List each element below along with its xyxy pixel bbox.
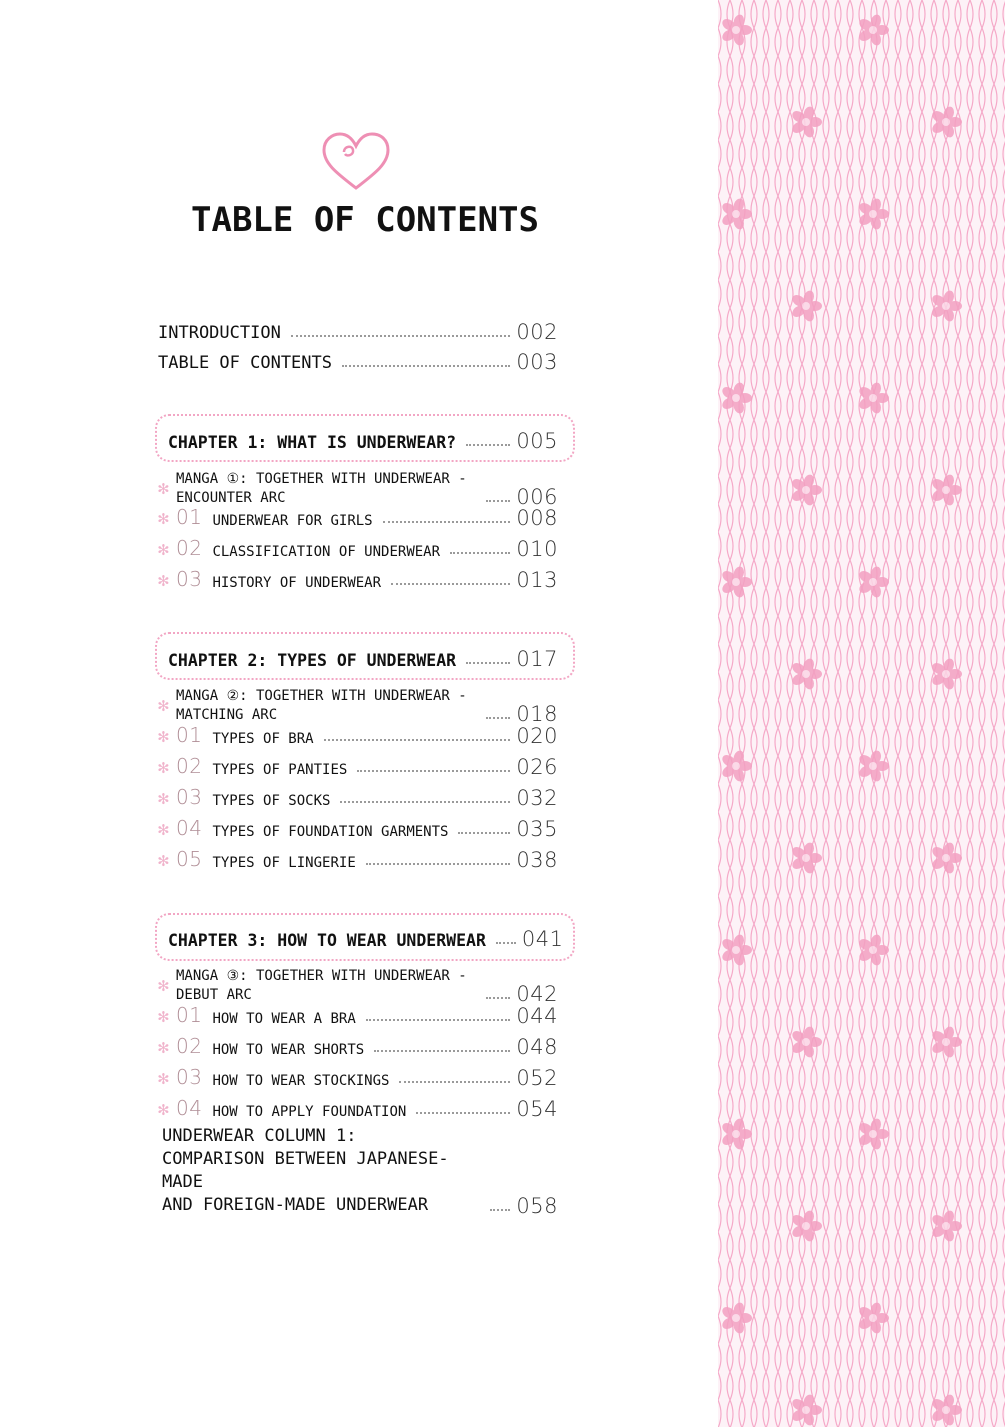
leader-dots — [374, 1050, 510, 1052]
leader-dots — [496, 942, 516, 944]
asterisk-icon: ✻ — [158, 1006, 169, 1027]
toc-entry-chapter-3[interactable] — [168, 922, 564, 951]
asterisk-icon: ✻ — [158, 539, 169, 560]
leader-dots — [486, 500, 510, 502]
entry-label: INTRODUCTION — [158, 323, 281, 343]
entry-label: UNDERWEAR FOR GIRLS — [212, 513, 373, 529]
toc-entry-1-03[interactable] — [158, 565, 558, 591]
asterisk-icon: ✻ — [158, 1099, 169, 1120]
section-number: 01 — [176, 505, 203, 529]
section-number: 03 — [176, 567, 203, 591]
asterisk-icon: ✻ — [158, 757, 169, 778]
leader-dots — [324, 739, 511, 741]
page-number: 020 — [516, 724, 558, 748]
page-number: 044 — [516, 1004, 558, 1028]
toc-entry-2-03[interactable] — [158, 783, 558, 809]
page-number: 006 — [516, 485, 558, 509]
toc-entry-column-1[interactable] — [162, 1126, 558, 1218]
chapter-title: CHAPTER 2: TYPES OF UNDERWEAR — [168, 651, 457, 670]
manga-label: MANGA ③: TOGETHER WITH UNDERWEAR - DEBUT ARC — [176, 968, 467, 1003]
leader-dots — [486, 717, 510, 719]
toc-entry-3-04[interactable] — [158, 1094, 558, 1120]
leader-dots — [340, 801, 510, 803]
page-number: 032 — [516, 786, 558, 810]
page-number: 058 — [516, 1194, 558, 1218]
page-number: 003 — [516, 350, 558, 374]
entry-label: TYPES OF FOUNDATION GARMENTS — [212, 824, 449, 840]
toc-entry-2-01[interactable] — [158, 721, 558, 747]
leader-dots — [458, 832, 510, 834]
page-number: 005 — [516, 429, 558, 453]
asterisk-icon: ✻ — [158, 850, 169, 871]
manga-label: MANGA ①: TOGETHER WITH UNDERWEAR - ENCOUNTER ARC — [176, 471, 467, 506]
entry-label: HISTORY OF UNDERWEAR — [212, 575, 382, 591]
leader-dots — [466, 662, 510, 664]
entry-label: TABLE OF CONTENTS — [158, 353, 332, 373]
leader-dots — [490, 1209, 510, 1211]
entry-label: HOW TO WEAR SHORTS — [212, 1042, 365, 1058]
page-number: 008 — [516, 506, 558, 530]
column-label: UNDERWEAR COLUMN 1: COMPARISON BETWEEN JAPANESE-MADE AND FOREIGN-MADE UNDERWEAR — [162, 1126, 449, 1215]
leader-dots — [416, 1112, 510, 1114]
chapter-title: CHAPTER 3: HOW TO WEAR UNDERWEAR — [168, 931, 486, 950]
leader-dots — [391, 583, 510, 585]
toc-entry-chapter-2[interactable] — [168, 642, 558, 670]
entry-label: TYPES OF LINGERIE — [212, 855, 356, 871]
toc-entry-manga-2[interactable] — [158, 685, 558, 725]
asterisk-icon: ✻ — [158, 1037, 169, 1058]
leader-dots — [466, 444, 510, 446]
entry-label: CLASSIFICATION OF UNDERWEAR — [212, 544, 441, 560]
leader-dots — [399, 1081, 510, 1083]
section-number: 02 — [176, 1034, 203, 1058]
toc-entry-1-02[interactable] — [158, 534, 558, 560]
section-number: 05 — [176, 847, 203, 871]
entry-label: HOW TO WEAR STOCKINGS — [212, 1073, 390, 1089]
leader-dots — [366, 1019, 511, 1021]
leader-dots — [291, 335, 511, 337]
heart-icon — [318, 130, 394, 194]
asterisk-icon: ✻ — [158, 1068, 169, 1089]
page-number: 054 — [516, 1097, 558, 1121]
toc-entry-2-02[interactable] — [158, 752, 558, 778]
asterisk-icon: ✻ — [158, 570, 169, 591]
page-number: 026 — [516, 755, 558, 779]
leader-dots — [357, 770, 510, 772]
toc-entry-manga-3[interactable] — [158, 965, 558, 1005]
asterisk-icon: ✻ — [158, 819, 169, 840]
page-number: 017 — [516, 647, 558, 671]
entry-label: HOW TO APPLY FOUNDATION — [212, 1104, 407, 1120]
leader-dots — [366, 863, 511, 865]
page-number: 013 — [516, 568, 558, 592]
lace-pattern-border — [718, 0, 1005, 1427]
toc-entry-manga-1[interactable] — [158, 468, 558, 508]
entry-label: TYPES OF PANTIES — [212, 762, 348, 778]
leader-dots — [450, 552, 510, 554]
toc-entry-2-04[interactable] — [158, 814, 558, 840]
section-number: 01 — [176, 723, 203, 747]
toc-entry-3-02[interactable] — [158, 1032, 558, 1058]
section-number: 02 — [176, 754, 203, 778]
section-number: 03 — [176, 1065, 203, 1089]
asterisk-icon: ✻ — [158, 788, 169, 809]
asterisk-icon: ✻ — [158, 974, 169, 996]
leader-dots — [383, 521, 511, 523]
entry-label: TYPES OF BRA — [212, 731, 314, 747]
page-title: TABLE OF CONTENTS — [191, 200, 539, 240]
toc-entry-2-05[interactable] — [158, 845, 558, 871]
page-number: 035 — [516, 817, 558, 841]
page-number: 018 — [516, 702, 558, 726]
section-number: 03 — [176, 785, 203, 809]
toc-entry-3-01[interactable] — [158, 1001, 558, 1027]
page-number: 052 — [516, 1066, 558, 1090]
page-number: 010 — [516, 537, 558, 561]
toc-entry-introduction[interactable] — [158, 315, 558, 343]
page-number: 048 — [516, 1035, 558, 1059]
page-number: 002 — [516, 320, 558, 344]
toc-entry-1-01[interactable] — [158, 503, 558, 529]
asterisk-icon: ✻ — [158, 726, 169, 747]
leader-dots — [486, 997, 510, 999]
page-number: 038 — [516, 848, 558, 872]
entry-label: TYPES OF SOCKS — [212, 793, 331, 809]
toc-entry-3-03[interactable] — [158, 1063, 558, 1089]
section-number: 04 — [176, 1096, 203, 1120]
chapter-title: CHAPTER 1: WHAT IS UNDERWEAR? — [168, 433, 457, 452]
section-number: 01 — [176, 1003, 203, 1027]
page-number: 041 — [521, 927, 564, 951]
section-number: 04 — [176, 816, 203, 840]
leader-dots — [342, 365, 510, 367]
manga-label: MANGA ②: TOGETHER WITH UNDERWEAR - MATCHING ARC — [176, 688, 467, 723]
toc-entry-chapter-1[interactable] — [168, 424, 558, 452]
toc-entry-table-of-contents[interactable] — [158, 345, 558, 373]
asterisk-icon: ✻ — [158, 694, 169, 716]
asterisk-icon: ✻ — [158, 508, 169, 529]
page-number: 042 — [516, 982, 558, 1006]
entry-label: HOW TO WEAR A BRA — [212, 1011, 356, 1027]
section-number: 02 — [176, 536, 203, 560]
asterisk-icon: ✻ — [158, 477, 169, 499]
